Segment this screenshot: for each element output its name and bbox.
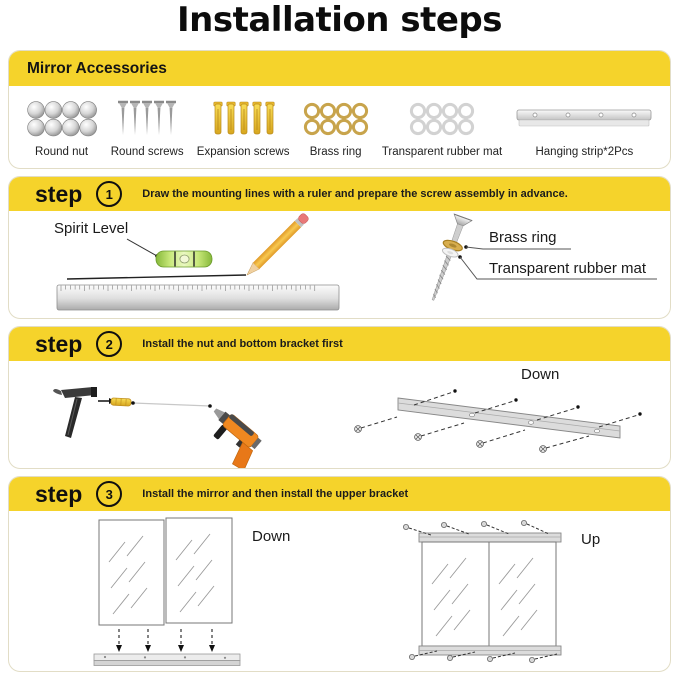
step2-word: step <box>35 330 83 357</box>
accessory-rubber-mat <box>382 97 502 158</box>
accessory-label: Expansion screws <box>196 145 290 158</box>
step3-description: Install the mirror and then install the upper bracket <box>142 488 409 500</box>
pencil-icon <box>244 212 310 278</box>
accessory-hanging-strip <box>515 97 653 158</box>
mounting-line <box>67 275 246 279</box>
step1-card <box>8 176 671 319</box>
step3-word: step <box>35 480 83 507</box>
step3-body <box>9 511 670 671</box>
accessory-label: Transparent rubber mat <box>381 145 503 158</box>
accessory-round-nut <box>26 97 98 158</box>
mirror-panels-diagram <box>94 518 240 666</box>
step2-body <box>9 361 670 468</box>
step2-card <box>8 326 671 469</box>
round-screws-icon <box>116 97 178 141</box>
expansion-plug-icon <box>111 398 131 406</box>
step3-card <box>8 476 671 672</box>
brass-ring-label: Brass ring <box>489 229 557 246</box>
connector-line <box>131 401 212 408</box>
spirit-level-icon <box>156 251 212 267</box>
spirit-level-label: Spirit Level <box>54 220 129 237</box>
down-label: Down <box>252 528 291 545</box>
screw-head-icons <box>355 426 547 453</box>
round-nut-icon <box>26 97 98 141</box>
step1-header <box>9 177 670 211</box>
screw-assembly-icon <box>424 214 473 304</box>
step1-body <box>9 211 670 318</box>
accessory-label: Round screws <box>110 145 184 158</box>
step2-illustration <box>9 361 670 468</box>
accessory-label: Round nut <box>35 145 89 158</box>
accessory-label: Brass ring <box>309 145 362 158</box>
accessories-body <box>9 86 670 168</box>
hanging-strip-icon <box>515 97 653 141</box>
accessory-round-screws <box>111 97 184 158</box>
rubber-mat-label: Transparent rubber mat <box>489 260 647 277</box>
step3-header <box>9 477 670 511</box>
step2-description: Install the nut and bottom bracket first <box>142 338 343 350</box>
step1-word: step <box>35 180 83 207</box>
brass-ring-icon <box>303 97 369 141</box>
step3-number-badge: 3 <box>96 481 122 507</box>
down-arrows <box>116 629 215 652</box>
expansion-screws-icon <box>210 97 276 141</box>
step2-header <box>9 327 670 361</box>
down-label: Down <box>521 366 560 383</box>
bottom-bracket-diagram <box>355 389 642 452</box>
accessories-card <box>8 50 671 169</box>
accessory-expansion-screws <box>197 97 290 158</box>
page-title: Installation steps <box>177 0 502 40</box>
step1-number-badge: 1 <box>96 181 122 207</box>
accessories-title: Mirror Accessories <box>27 59 167 77</box>
step3-illustration <box>9 511 670 671</box>
up-label: Up <box>581 531 601 548</box>
accessories-header <box>9 51 670 86</box>
hammer-icon <box>53 387 97 438</box>
step1-description: Draw the mounting lines with a ruler and prepare the screw assembly in advance. <box>142 188 568 200</box>
rubber-mat-icon <box>409 97 475 141</box>
spirit-level-leader-line <box>127 239 159 258</box>
accessory-label: Hanging strip*2Pcs <box>535 145 634 158</box>
step2-number-badge: 2 <box>96 331 122 357</box>
assembled-mirror-diagram <box>403 520 561 662</box>
drill-icon <box>196 404 267 468</box>
accessory-brass-ring <box>303 97 369 158</box>
